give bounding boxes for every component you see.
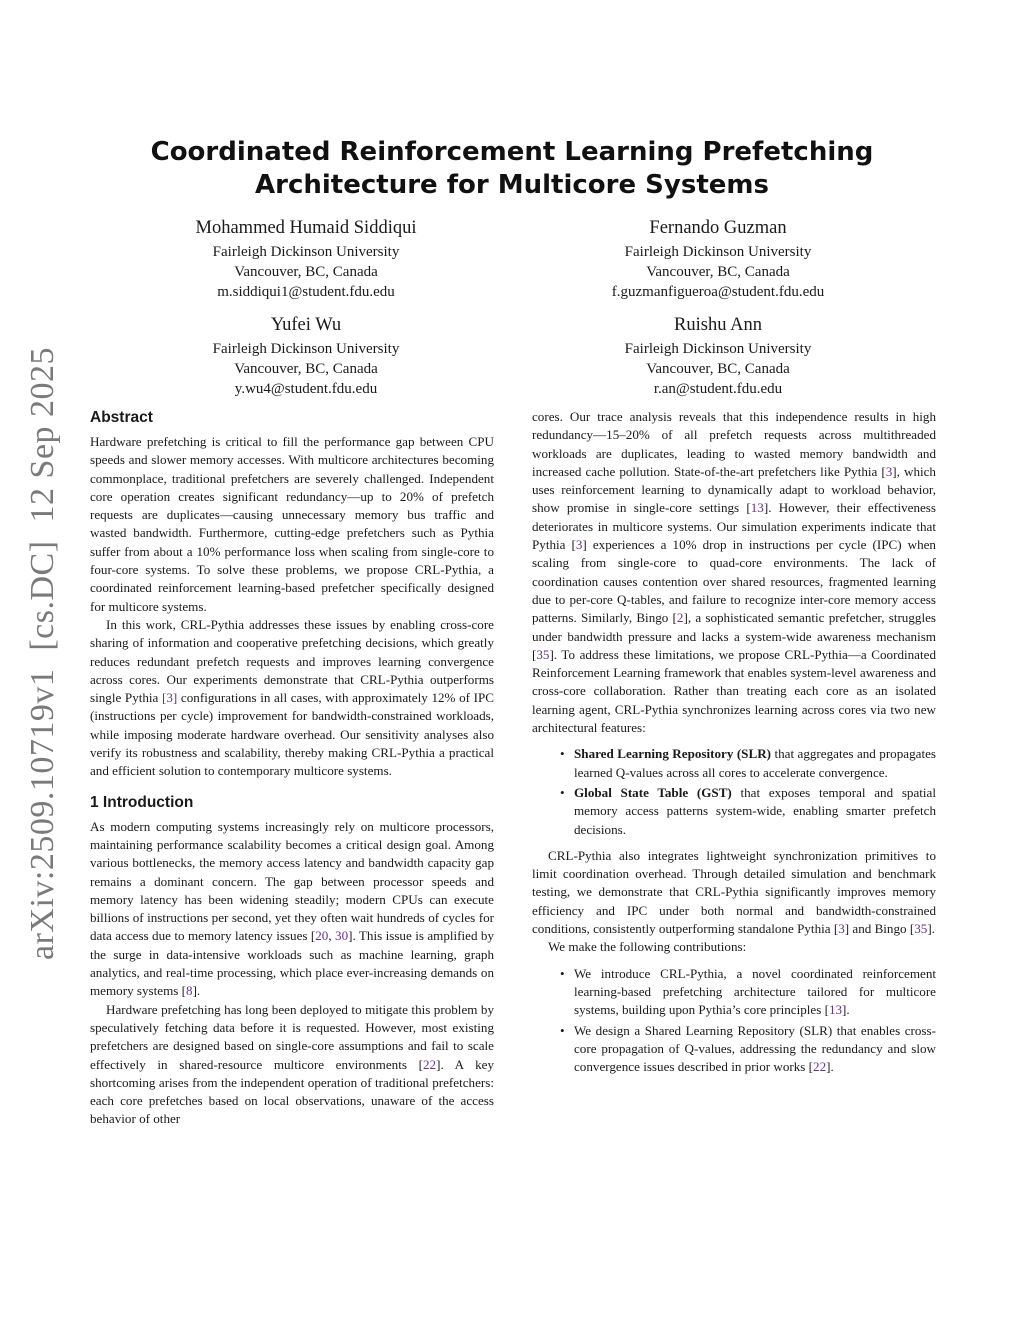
author-block bbox=[156, 216, 456, 302]
author-name: Yufei Wu bbox=[270, 315, 342, 335]
author-name: Mohammed Humaid Siddiqui bbox=[195, 218, 417, 238]
author-location: Vancouver, BC, Canada bbox=[234, 264, 378, 280]
citation-link[interactable]: 3 bbox=[885, 463, 893, 479]
list-item: • Shared Learning Repository (SLR) that aggregates and propagates learned Q-values across all cores to accelerate convergence. bbox=[574, 745, 936, 782]
citation-link[interactable]: 3 bbox=[838, 921, 845, 937]
author-email[interactable]: m.siddiqui1@student.fdu.edu bbox=[217, 284, 395, 300]
abstract-paragraph: Hardware prefetching is critical to fill the performance gap between CPU speeds and slower memory accesses. With multicore architectures becoming commonplace, traditional prefetchers are severely challenged. Independent core operation creates significant redundancy—up to 20% of prefetch requests are duplicates—causing unnecessary memory bus traffic and wasted bandwidth. Furthermore, cutting-edge prefetchers such as Pythia suffer from about a 10% performance loss when scaling from single-core to four-core systems. To solve these problems, we propose CRL-Pythia, a coordinated reinforcement learning-based prefetcher specifically designed for multicore systems. bbox=[90, 434, 494, 614]
author-block bbox=[568, 313, 868, 399]
citation-link[interactable]: 3 bbox=[575, 537, 583, 553]
arxiv-identifier: arXiv:2509.10719v1 [cs.DC] 12 Sep 2025 bbox=[24, 346, 61, 960]
author-name: Fernando Guzman bbox=[649, 218, 787, 238]
citation-link[interactable]: 22 bbox=[423, 1056, 437, 1072]
paper-title: Coordinated Reinforcement Learning Prefetching Architecture for Multicore Systems bbox=[150, 137, 874, 200]
list-item: • We design a Shared Learning Repository (SLR) that enables cross-core propagation of Q-values, addressing the redundancy and slow convergence issues described in prior works [22]. bbox=[574, 1022, 936, 1077]
citation-link[interactable]: 13 bbox=[828, 1002, 843, 1018]
author-location: Vancouver, BC, Canada bbox=[646, 264, 790, 280]
author-affiliation: Fairleigh Dickinson University bbox=[212, 244, 400, 260]
author-block bbox=[568, 216, 868, 302]
citation-link[interactable]: 22 bbox=[813, 1059, 827, 1075]
abstract-paragraph: In this work, CRL-Pythia addresses these issues by enabling cross-core sharing of information and cooperative prefetching decisions, which greatly reduces redundant prefetch requests and improves learning convergence across cores. Our experiments demonstrate that CRL-Pythia outperforms single Pythia [3] configurations in all cases, with approximately 12% of IPC (instructions per cycle) improvement for bandwidth-constrained workloads, while imposing moderate hardware overhead. Our sensitivity analyses also verify its robustness and scalability, thereby making CRL-Pythia a practical and efficient solution to contemporary multicore systems. bbox=[90, 616, 494, 779]
abstract-heading: Abstract bbox=[90, 409, 153, 426]
author-affiliation: Fairleigh Dickinson University bbox=[624, 341, 812, 357]
left-column bbox=[90, 408, 494, 1129]
author-email[interactable]: r.an@student.fdu.edu bbox=[653, 381, 783, 397]
citation-link[interactable]: 13 bbox=[750, 500, 764, 516]
intro-paragraph: Hardware prefetching has long been deployed to mitigate this problem by speculatively fetching data before it is requested. However, most existing prefetchers are designed based on single-core assumptions and fail to scale effectively in shared-resource multicore environments [22]. A key shortcoming arises from the independent operation of traditional prefetchers: each core prefetches based on local observations, unaware of the access behavior of other bbox=[90, 1001, 494, 1127]
citation-link[interactable]: 30 bbox=[335, 928, 349, 944]
author-email[interactable]: f.guzmanfigueroa@student.fdu.edu bbox=[611, 284, 825, 300]
feature-list bbox=[532, 745, 936, 838]
contribution-list bbox=[532, 965, 936, 1077]
author-location: Vancouver, BC, Canada bbox=[646, 361, 790, 377]
intro-paragraph: cores. Our trace analysis reveals that this independence results in high redundancy—15–20% of all prefetch requests across multithreaded workloads are duplicates, leading to wasted memory bandwidth and increased cache pollution. State-of-the-art prefetchers like Pythia [3], which uses reinforcement learning to dynamically adapt to workload behavior, show promise in single-core settings [13]. However, their effectiveness deteriorates in multicore systems. Our simulation experiments indicate that Pythia [3] experiences a 10% drop in instructions per cycle (IPC) when scaling from single-core to quad-core environments. The lack of coordination causes contention over shared resources, fragmented learning due to per-core Q-tables, and failure to recognize inter-core memory access patterns. Similarly, Bingo [2], a sophisticated semantic prefetcher, struggles under bandwidth pressure and lacks a system-wide awareness mechanism [35]. To address these limitations, we propose CRL-Pythia—a Coordinated Reinforcement Learning framework that enables system-level awareness and cross-core collaboration. Rather than treating each core as an isolated learning agent, CRL-Pythia synchronizes learning across cores via two new architectural features: bbox=[532, 409, 937, 736]
right-column bbox=[532, 408, 936, 1084]
intro-paragraph: CRL-Pythia also integrates lightweight synchronization primitives to limit coordination overhead. Through detailed simulation and benchmark testing, we demonstrate that CRL-Pythia significantly improves memory efficiency and IPC under both normal and bandwidth-constrained conditions, consistently outperforming standalone Pythia [3] and Bingo [35]. bbox=[532, 847, 936, 937]
intro-paragraph: We make the following contributions: bbox=[548, 939, 747, 955]
citation-link[interactable]: [3] bbox=[162, 690, 178, 706]
citation-link[interactable]: 8 bbox=[186, 983, 193, 999]
author-block bbox=[156, 313, 456, 399]
section-heading-introduction: 1 Introduction bbox=[90, 793, 194, 811]
author-affiliation: Fairleigh Dickinson University bbox=[212, 341, 400, 357]
intro-paragraph: As modern computing systems increasingly rely on multicore processors, maintaining performance scalability becomes a critical design goal. Among various bottlenecks, the memory access latency and bandwidth capacity gap remains a dominant concern. The gap between processor speeds and memory latency has been widening steadily; modern CPUs can execute billions of instructions per second, yet they often wait hundreds of cycles for data access due to memory latency issues [20, 30]. This issue is amplified by the surge in data-intensive workloads such as machine learning, graph analytics, and real-time processing, which place ever-increasing demands on memory systems [8]. bbox=[90, 818, 495, 999]
list-item: • Global State Table (GST) that exposes temporal and spatial memory access patterns system-wide, enabling smarter prefetch decisions. bbox=[574, 784, 936, 839]
list-item: • We introduce CRL-Pythia, a novel coordinated reinforcement learning-based prefetching architecture tailored for multicore systems, building upon Pythia’s core principles [13]. bbox=[574, 965, 936, 1020]
author-affiliation: Fairleigh Dickinson University bbox=[624, 244, 812, 260]
citation-link[interactable]: 2 bbox=[676, 610, 684, 626]
author-location: Vancouver, BC, Canada bbox=[234, 361, 378, 377]
author-email[interactable]: y.wu4@student.fdu.edu bbox=[234, 381, 378, 397]
citation-link[interactable]: 20 bbox=[315, 928, 329, 944]
author-name: Ruishu Ann bbox=[674, 315, 762, 335]
citation-link[interactable]: 35 bbox=[536, 646, 550, 662]
citation-link[interactable]: 35 bbox=[914, 921, 928, 937]
